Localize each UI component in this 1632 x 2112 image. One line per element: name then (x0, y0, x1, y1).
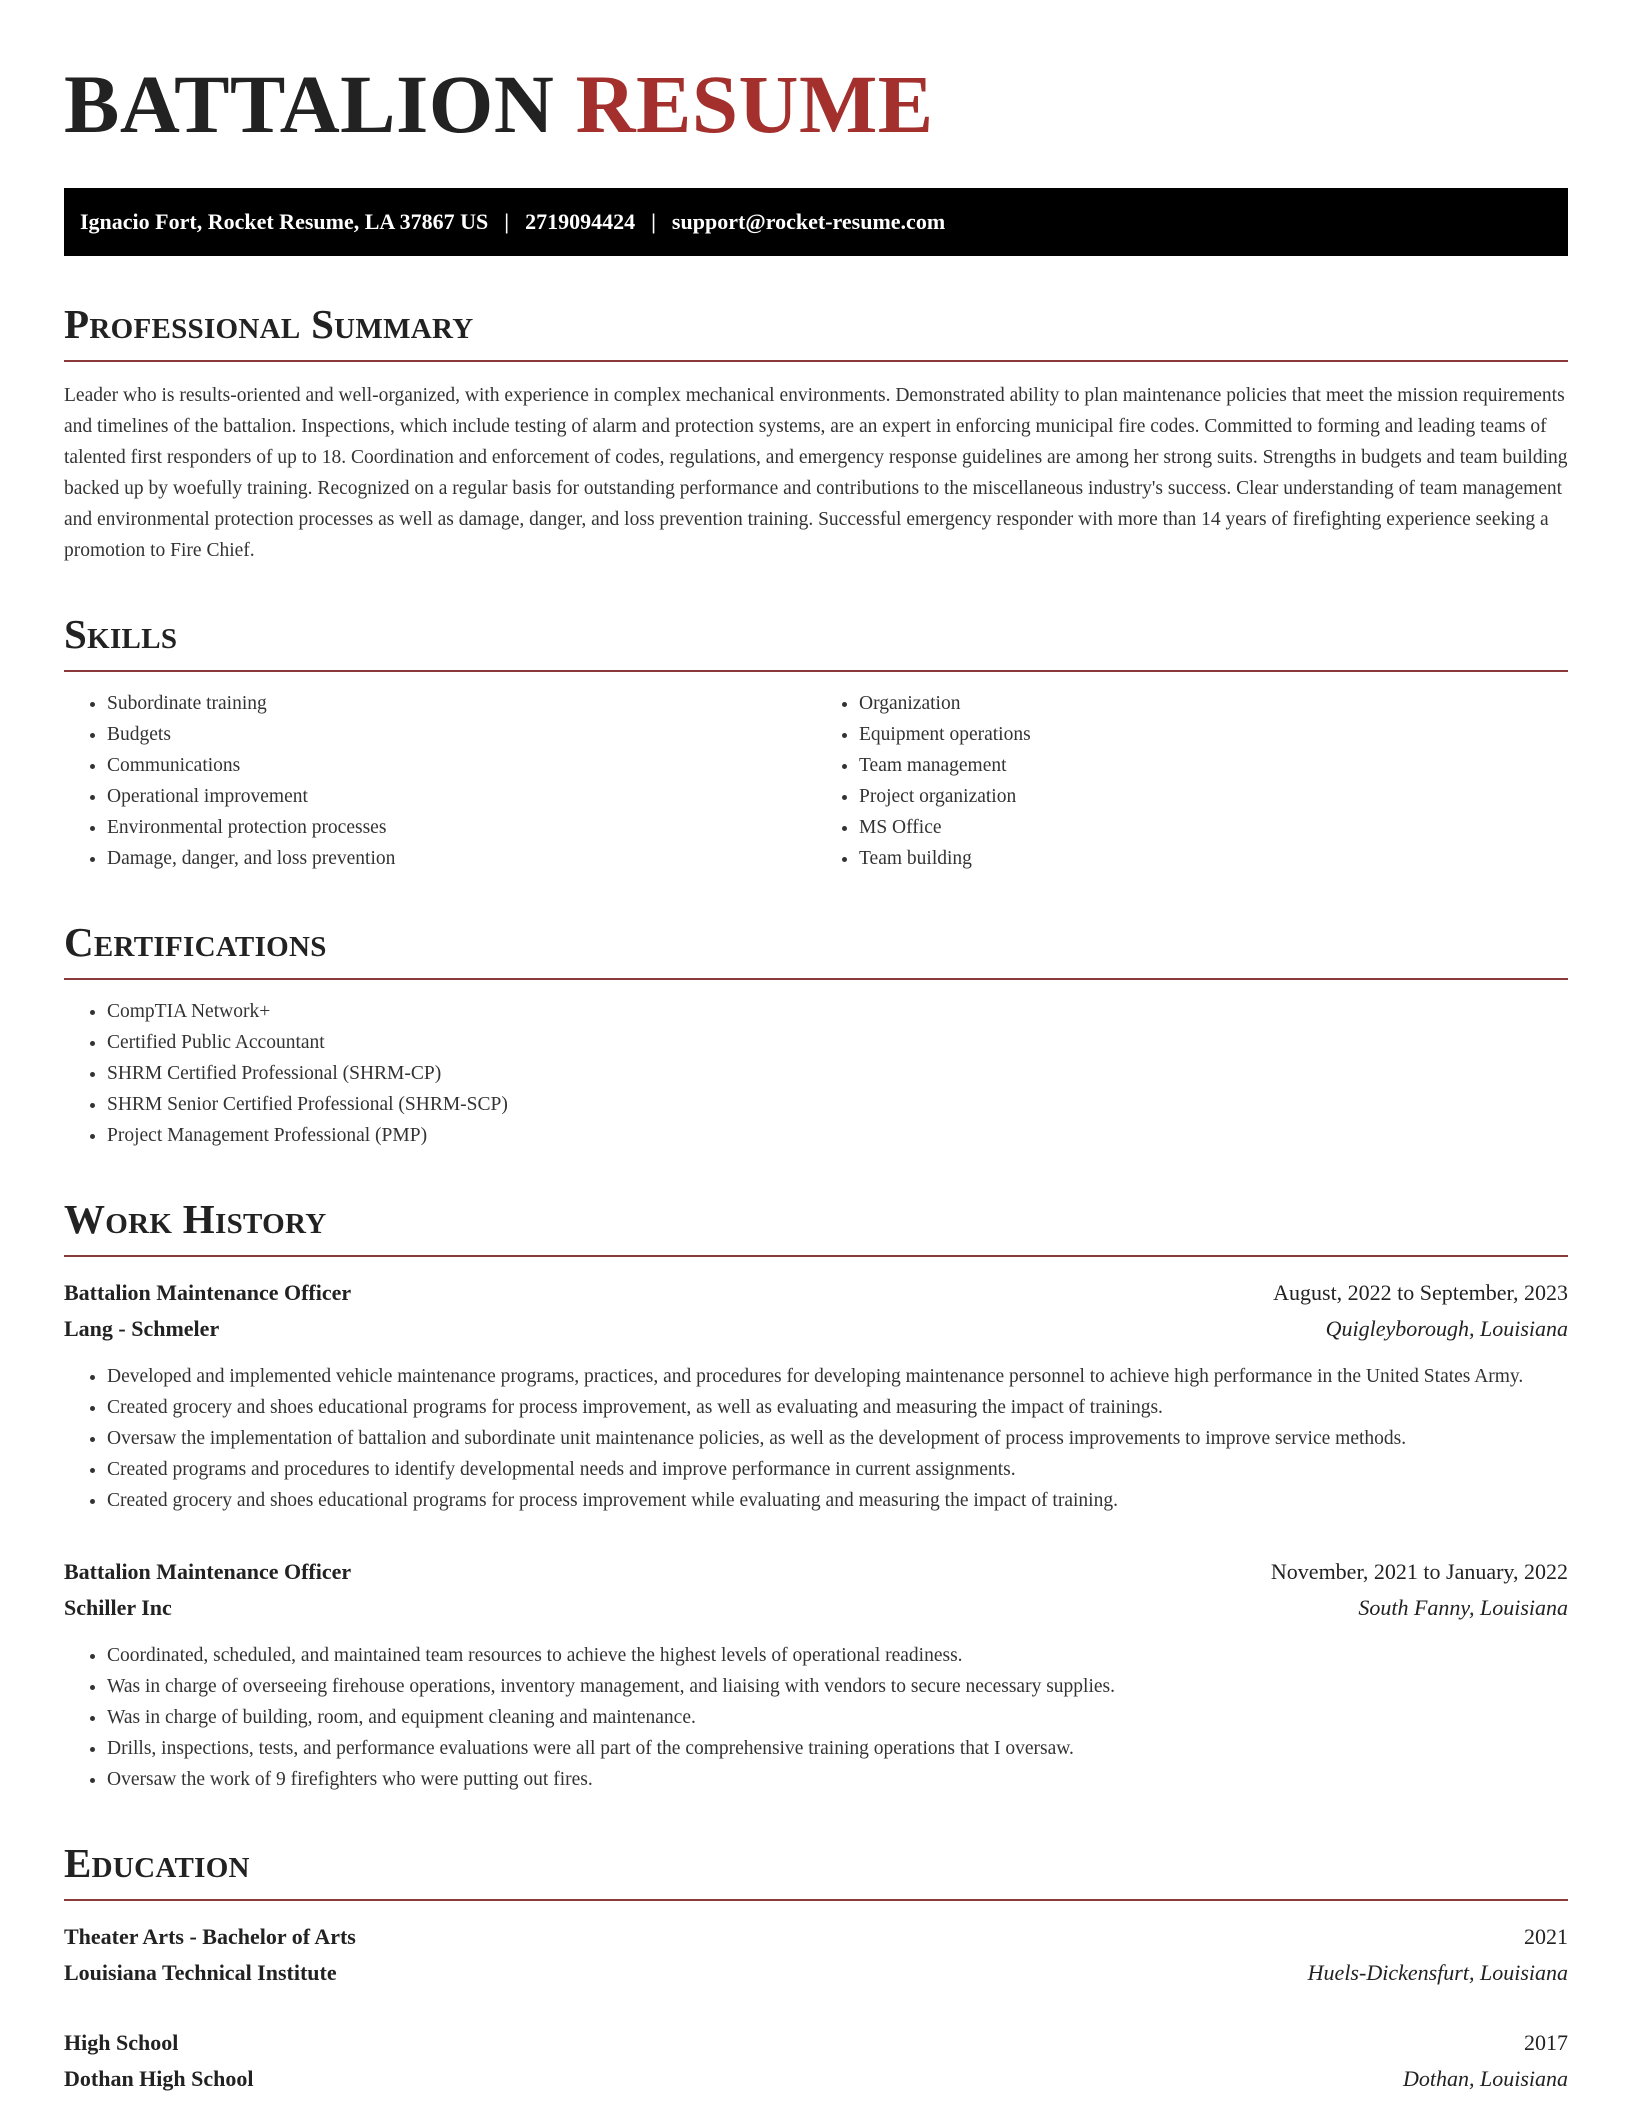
skills-list-left (64, 688, 816, 874)
contact-separator: | (504, 209, 510, 234)
job-company: Lang - Schmeler (64, 1316, 220, 1341)
job-bullet: • Created programs and procedures to identify developmental needs and improve performance in current assignments. (107, 1454, 1568, 1485)
job-bullet: • Developed and implemented vehicle maintenance programs, practices, and procedures for developing maintenance personnel to achieve high performance in the United States Army. (107, 1361, 1568, 1392)
skill-item: • Environmental protection processes (107, 812, 816, 843)
certification-item: • SHRM Senior Certified Professional (SHRM-SCP) (107, 1089, 1568, 1120)
job-entry (64, 1554, 1568, 1795)
certification-item: • SHRM Certified Professional (SHRM-CP) (107, 1058, 1568, 1089)
job-bullets (64, 1640, 1568, 1795)
work-history-heading: Work History (64, 1195, 1568, 1257)
summary-heading: Professional Summary (64, 300, 1568, 362)
education-year: 2021 (1524, 1924, 1568, 1949)
title-first-word: BATTALION (64, 58, 555, 150)
job-location: South Fanny, Louisiana (1358, 1595, 1568, 1620)
job-company-row (64, 1311, 1568, 1347)
job-bullet: • Oversaw the implementation of battalion and subordinate unit maintenance policies, as well as the development of process improvements to improve service methods. (107, 1423, 1568, 1454)
summary-section (64, 300, 1568, 566)
skill-item: • Equipment operations (859, 719, 1568, 750)
job-bullet: • Oversaw the work of 9 firefighters who were putting out fires. (107, 1764, 1568, 1795)
job-company: Schiller Inc (64, 1595, 172, 1620)
education-heading: Education (64, 1839, 1568, 1901)
job-role: Battalion Maintenance Officer (64, 1559, 352, 1584)
skill-item: • MS Office (859, 812, 1568, 843)
job-role: Battalion Maintenance Officer (64, 1280, 352, 1305)
education-school: Dothan High School (64, 2066, 254, 2091)
skill-item: • Team building (859, 843, 1568, 874)
skills-heading: Skills (64, 610, 1568, 672)
skill-item: • Damage, danger, and loss prevention (107, 843, 816, 874)
education-school-row (64, 1955, 1568, 1991)
job-bullet: • Was in charge of building, room, and equipment cleaning and maintenance. (107, 1702, 1568, 1733)
contact-separator: | (651, 209, 656, 234)
certification-item: • Certified Public Accountant (107, 1027, 1568, 1058)
education-location: Huels-Dickensfurt, Louisiana (1307, 1960, 1568, 1985)
job-bullet: • Coordinated, scheduled, and maintained team resources to achieve the highest levels of operational readiness. (107, 1640, 1568, 1671)
work-history-section (64, 1195, 1568, 1795)
certifications-section (64, 918, 1568, 1151)
job-bullet: • Drills, inspections, tests, and performance evaluations were all part of the comprehensive training operations that I oversaw. (107, 1733, 1568, 1764)
summary-text: Leader who is results-oriented and well-organized, with experience in complex mechanical environments. Demonstrated ability to plan maintenance policies that meet the mission requirements and timelines of the battalion. Inspections, which include testing of alarm and protection systems, are an expert in enforcing municipal fire codes. Committed to forming and leading teams of talented first responders of up to 18. Coordination and enforcement of codes, regulations, and emergency response guidelines are among her strong suits. Strengths in budgets and team building backed up by woefully training. Recognized on a regular basis for outstanding performance and contributions to the miscellaneous industry's success. Clear understanding of team management and environmental protection processes as well as damage, danger, and loss prevention training. Successful emergency responder with more than 14 years of firefighting experience seeking a promotion to Fire Chief. (64, 385, 1568, 561)
job-entry (64, 1275, 1568, 1516)
education-entry (64, 2025, 1568, 2097)
education-location: Dothan, Louisiana (1402, 2066, 1568, 2091)
job-bullets (64, 1361, 1568, 1516)
job-header-row (64, 1275, 1568, 1311)
education-header-row (64, 2025, 1568, 2061)
skill-item: • Subordinate training (107, 688, 816, 719)
skill-item: • Communications (107, 750, 816, 781)
job-dates: August, 2022 to September, 2023 (1273, 1280, 1568, 1305)
education-header-row (64, 1919, 1568, 1955)
job-header-row (64, 1554, 1568, 1590)
education-section (64, 1839, 1568, 2097)
certification-item: • CompTIA Network+ (107, 996, 1568, 1027)
education-school-row (64, 2061, 1568, 2097)
education-school: Louisiana Technical Institute (64, 1960, 337, 1985)
job-bullet: • Created grocery and shoes educational programs for process improvement, as well as evaluating and measuring the impact of trainings. (107, 1392, 1568, 1423)
contact-email: support@rocket-resume.com (671, 209, 946, 234)
job-location: Quigleyborough, Louisiana (1325, 1316, 1568, 1341)
contact-address: Ignacio Fort, Rocket Resume, LA 37867 US (80, 209, 489, 234)
education-year: 2017 (1524, 2030, 1568, 2055)
resume-title (64, 0, 1568, 152)
job-dates: November, 2021 to January, 2022 (1270, 1559, 1568, 1584)
certifications-heading: Certifications (64, 918, 1568, 980)
skill-item: • Operational improvement (107, 781, 816, 812)
skills-grid (64, 672, 1568, 874)
skill-item: • Project organization (859, 781, 1568, 812)
skill-item: • Budgets (107, 719, 816, 750)
education-entry (64, 1919, 1568, 1991)
contact-bar (64, 188, 1568, 256)
job-company-row (64, 1590, 1568, 1626)
job-bullet: • Was in charge of overseeing firehouse operations, inventory management, and liaising with vendors to secure necessary supplies. (107, 1671, 1568, 1702)
education-degree: Theater Arts - Bachelor of Arts (64, 1924, 356, 1949)
title-second-word: RESUME (575, 58, 934, 150)
skill-item: • Team management (859, 750, 1568, 781)
skill-item: • Organization (859, 688, 1568, 719)
skills-list-right (816, 688, 1568, 874)
job-bullet: • Created grocery and shoes educational programs for process improvement while evaluating and measuring the impact of training. (107, 1485, 1568, 1516)
contact-phone: 2719094424 (525, 209, 636, 234)
certification-item: • Project Management Professional (PMP) (107, 1120, 1568, 1151)
skills-section (64, 610, 1568, 874)
education-degree: High School (64, 2030, 179, 2055)
certifications-list (64, 996, 1568, 1151)
